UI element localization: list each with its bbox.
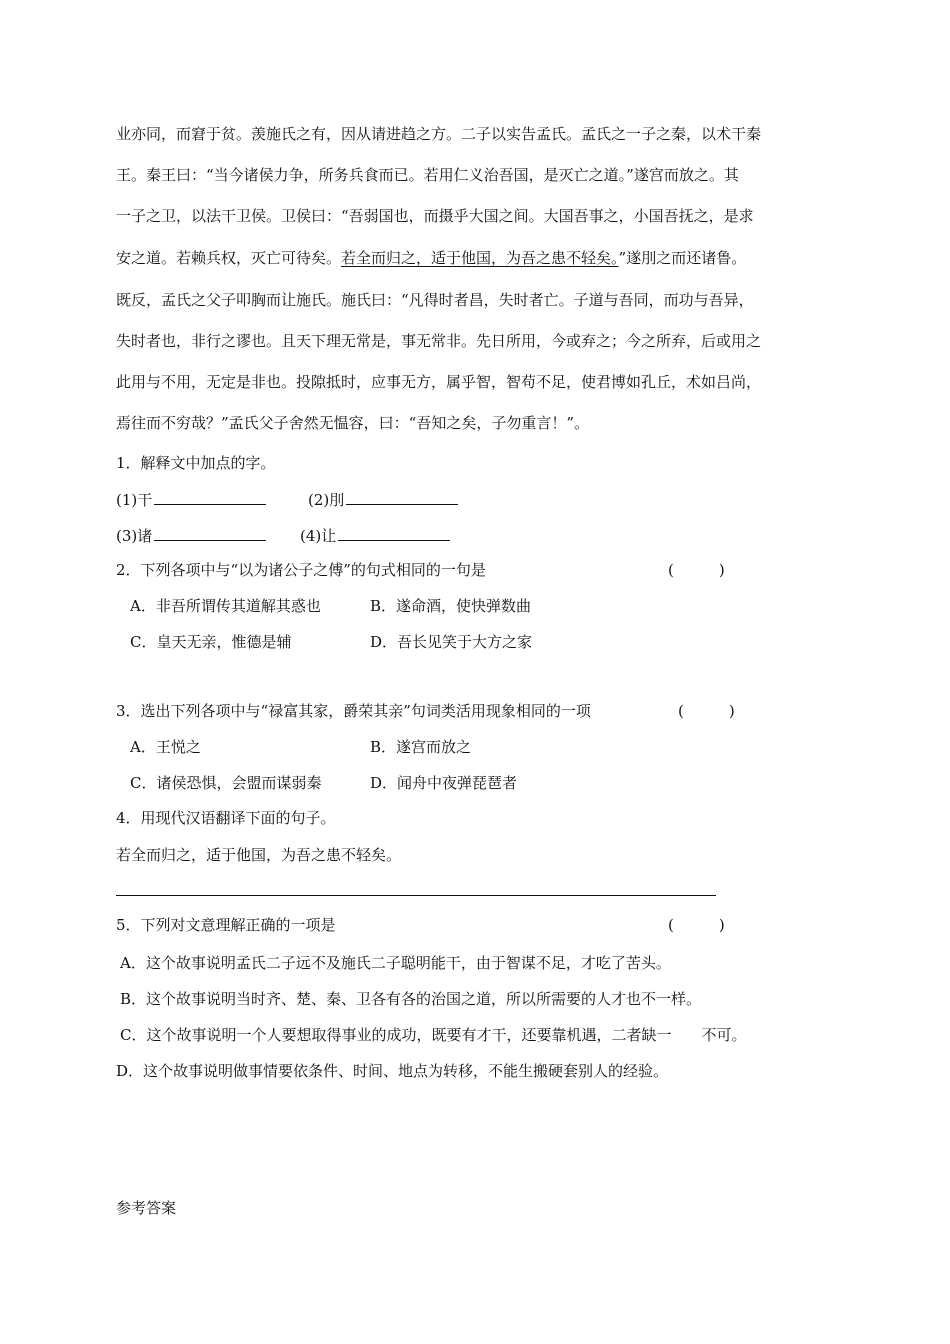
question-5-stem: 5．下列对文意理解正确的一项是 (116, 916, 336, 934)
passage-line-8: 焉往而不穷哉？”孟氏父子舍然无愠容，曰：“吾知之矣，子勿重言！”。 (116, 414, 590, 432)
q3-option-b: B．遂宫而放之 (370, 738, 472, 756)
passage-line-2: 王。秦王曰：“当今诸侯力争，所务兵食而已。若用仁义治吾国，是灭亡之道。”遂宫而放之。其 (116, 166, 739, 184)
q3-answer-paren[interactable]: ( ) (678, 702, 735, 720)
q1-item-3: (3)诸 (116, 524, 266, 546)
q5-option-a: A．这个故事说明孟氏二子远不及施氏二子聪明能干，由于智谋不足，才吃了苦头。 (120, 954, 671, 972)
q2-answer-paren[interactable]: ( ) (668, 561, 725, 579)
passage-line-5: 既反，孟氏之父子叩胸而让施氏。施氏曰：“凡得时者昌，失时者亡。子道与吾同，而功与吾异， (116, 291, 754, 309)
answer-blank[interactable] (346, 488, 458, 505)
q1-item-4: (4)让 (300, 524, 450, 546)
q5-option-b: B．这个故事说明当时齐、楚、秦、卫各有各的治国之道，所以所需要的人才也不一样。 (120, 990, 702, 1008)
underlined-sentence: 若全而归之，适于他国，为吾之患不轻矣。 (341, 249, 619, 267)
q3-option-d: D．闻舟中夜弹琵琶者 (370, 774, 518, 792)
answers-heading: 参考答案 (116, 1199, 177, 1217)
q2-option-c: C．皇天无亲，惟德是辅 (130, 633, 292, 651)
q2-option-d: D．吾长见笑于大方之家 (370, 633, 533, 651)
passage-line-4-start: 安之道。若赖兵权，灭亡可待矣。 (116, 249, 342, 267)
q4-sentence: 若全而归之，适于他国，为吾之患不轻矣。 (116, 846, 402, 864)
q5-option-d: D．这个故事说明做事情要依条件、时间、地点为转移，不能生搬硬套别人的经验。 (116, 1062, 669, 1080)
translation-answer-line[interactable] (116, 895, 716, 896)
answer-blank[interactable] (154, 524, 266, 541)
passage-line-1: 业亦同，而窘于贫。羡施氏之有，因从请进趋之方。二子以实告孟氏。孟氏之一子之秦，以术干秦 (116, 125, 762, 143)
q2-option-b: B．遂命酒，使快弹数曲 (370, 597, 532, 615)
answer-blank[interactable] (338, 524, 450, 541)
q5-answer-paren[interactable]: ( ) (668, 916, 725, 934)
passage-line-3: 一子之卫，以法干卫侯。卫侯曰：“吾弱国也，而摄乎大国之间。大国吾事之，小国吾抚之，是求 (116, 207, 754, 225)
passage-line-7: 此用与不用，无定是非也。投隙抵时，应事无方，属乎智，智苟不足，使君博如孔丘，术如吕尚， (116, 373, 762, 391)
passage-line-6: 失时者也，非行之谬也。且天下理无常是，事无常非。先日所用，今或弃之；今之所弃，后或用之 (116, 332, 762, 350)
q5-option-c: C．这个故事说明一个人要想取得事业的成功，既要有才干，还要靠机遇，二者缺一 不可。 (120, 1026, 747, 1044)
q1-item-1: (1)干 (116, 488, 266, 510)
q3-option-a: A．王悦之 (130, 738, 201, 756)
passage-line-4 (116, 248, 746, 268)
question-3-stem: 3．选出下列各项中与“禄富其家，爵荣其亲”句词类活用现象相同的一项 (116, 702, 591, 720)
q3-option-c: C．诸侯恐惧，会盟而谋弱秦 (130, 774, 322, 792)
passage-line-4-end: ”遂刖之而还诸鲁。 (618, 249, 747, 267)
question-2-stem: 2．下列各项中与“以为诸公子之傅”的句式相同的一句是 (116, 561, 486, 579)
question-1-stem: 1．解释文中加点的字。 (116, 454, 276, 472)
question-4-stem: 4．用现代汉语翻译下面的句子。 (116, 809, 336, 827)
answer-blank[interactable] (154, 488, 266, 505)
q1-item-2: (2)刖 (308, 488, 458, 510)
q2-option-a: A．非吾所谓传其道解其惑也 (130, 597, 321, 615)
